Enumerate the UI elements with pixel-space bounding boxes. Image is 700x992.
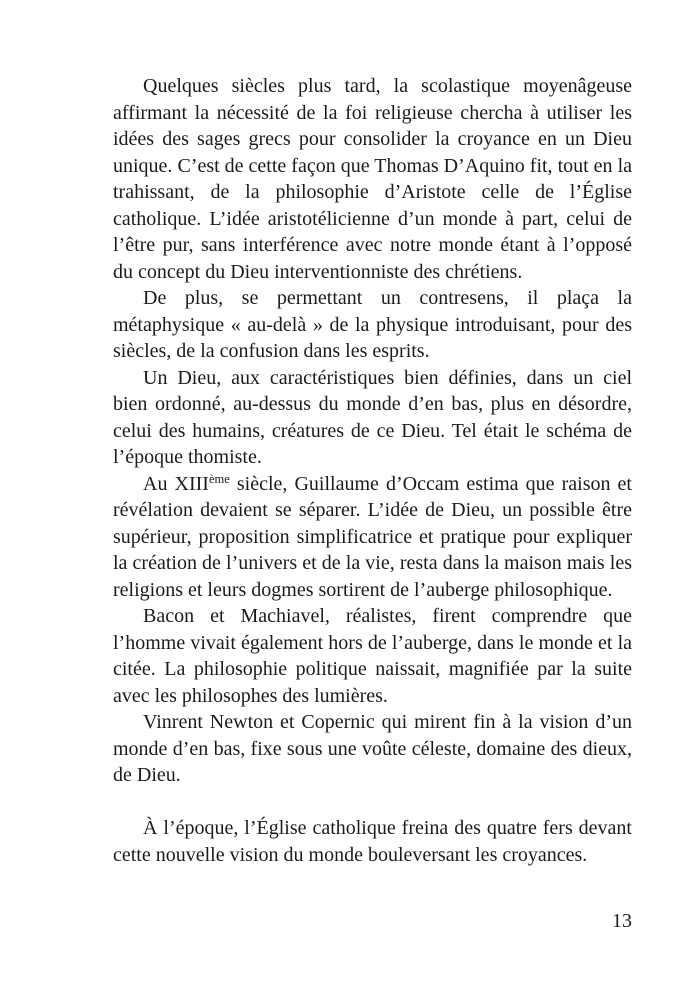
- paragraph-scolastique: Quelques siècles plus tard, la scolastique moyenâgeuse affirmant la nécessité de la foi religieuse chercha à utiliser les idées des sages grecs pour consolider la croyance en un Dieu unique. C’est de cette façon que Thomas D’Aquino fit, tout en la trahissant, de la philosophie d’Aristote celle de l’Église catholique. L’idée aristotélicienne d’un monde à part, celui de l’être pur, sans interférence avec notre monde étant à l’opposé du concept du Dieu interventionniste des chrétiens.: [113, 75, 632, 283]
- ordinal-superscript: ème: [208, 471, 230, 486]
- page-body: [113, 73, 632, 868]
- page-number: 13: [612, 910, 632, 932]
- paragraph-bacon-machiavel: Bacon et Machiavel, réalistes, firent comprendre que l’homme vivait également hors de l’auberge, dans le monde et la citée. La philosophie politique naissait, magnifiée par la suite avec les philosophes des lumières.: [113, 605, 632, 707]
- paragraph-occam: [113, 471, 632, 604]
- paragraph-newton-copernic: Vinrent Newton et Copernic qui mirent fin à la vision d’un monde d’en bas, fixe sous une voûte céleste, domaine des dieux, de Dieu.: [113, 711, 632, 786]
- paragraph-occam-suffix: siècle, Guillaume d’Occam estima que raison et révélation devaient se séparer. L’idée de Dieu, un possible être supérieur, proposition simplificatrice et pratique pour expliquer la création de l’univers et de la vie, resta dans la maison mais les religions et leurs dogmes sortirent de l’auberge philosophique.: [113, 472, 632, 601]
- paragraph-dieu-ciel: Un Dieu, aux caractéristiques bien définies, dans un ciel bien ordonné, au-dessus du monde d’en bas, plus en désordre, celui des humains, créatures de ce Dieu. Tel était le schéma de l’époque thomiste.: [113, 366, 632, 468]
- paragraph-metaphysique: De plus, se permettant un contresens, il plaça la métaphysique « au-delà » de la physique introduisant, pour des siècles, de la confusion dans les esprits.: [113, 287, 632, 362]
- paragraph-occam-prefix: Au XIII: [143, 472, 209, 495]
- paragraph-eglise-freina: À l’époque, l’Église catholique freina des quatre fers devant cette nouvelle vision du monde bouleversant les croyances.: [113, 817, 632, 866]
